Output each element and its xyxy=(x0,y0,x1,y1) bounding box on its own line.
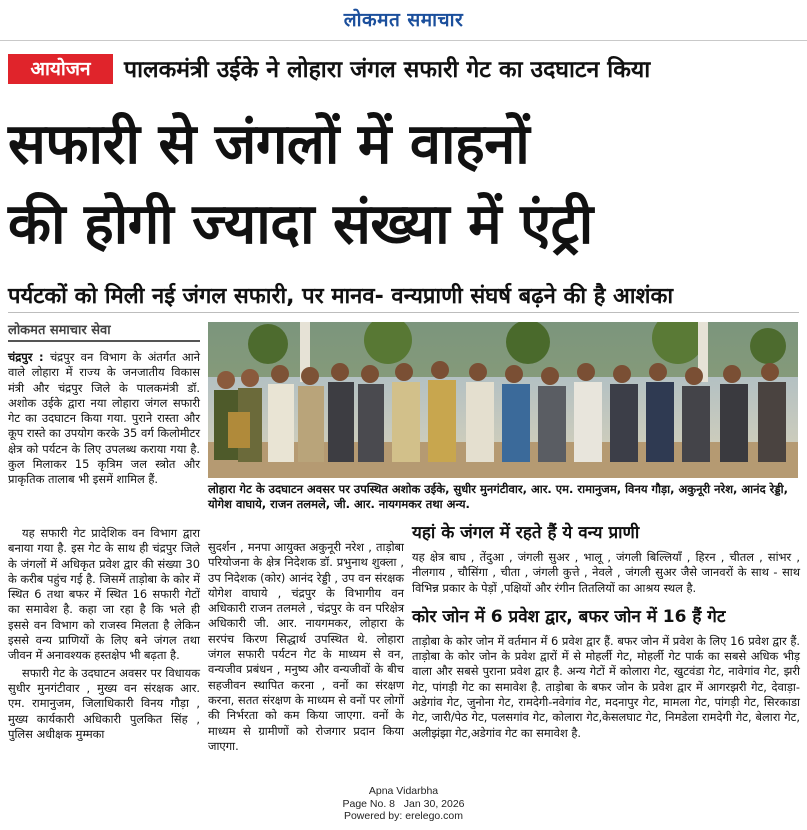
dateline: चंद्रपुर : xyxy=(8,350,44,364)
gates-box-text: ताड़ोबा के कोर जोन में वर्तमान में 6 प्रवेश द्वार हैं. बफर जोन में प्रवेश के लिए 16 प्रवेश द्वार हैं. ताड़ोबा के कोर जोन के प्रवेश द्वारों में से मोहर्ली गेट, मोहर्ली गेट पार्क का सबसे अधिक भीड़ वाला और सबसे पुराना प्रवेश द्वार है. अन्य गेटों में कोलारा गेट, खुटवंडा गेट, नावेगांव गेट, झरी गेट, पांगड़ी गेट का समावेश है. ताड़ोबा के बफर जोन के प्रवेश द्वार में आगरझरी गेट, देवाड़ा-अडेगांव गेट, जुनोना गेट, रामदेगी-नवेगांव गेट, मदनापुर गेट, मामला गेट, पांगड़ी गेट, सिरकाडा गेट, जारी/पेठ गेट, पलसगांव गेट, कोलारा गेट,केसलघाट गेट, निमडेला रामदेगी गेट, बेलारा गेट, अलीझंझा गेट,अडेगांव गेट का समावेश है. xyxy=(412,633,800,740)
article-paragraph-1 xyxy=(8,350,200,488)
article-paragraph-4: सुदर्शन , मनपा आयुक्त अकुनूरी नरेश , ताड़ोबा परियोजना के क्षेत्र निदेशक डॉ. प्रभुनाथ शुक्ला , उप निदेशक (कोर) आनंद रेड्डी , उप वन संरक्षक योगेश वाघाये , चंद्रपुर के विभागीय वन अधिकारी राजन तलमले , चंद्रपुर के वन परिक्षेत्र अधिकारी जी. आर. नायगमकर, लोहारा के सरपंच किरण सिद्धार्थ उपस्थित थे. लोहारा जंगल सफारी पर्यटन गेट के माध्यम से वन, वन्यजीव प्रबंधन , मनुष्य और वन्यजीवों के बीच सहजीवन स्थापित करना , वनों का संरक्षण करना, सतत संरक्षण के माध्यम से वनों पर लोगों की निर्भरता को कम किया जाएगा. वनों के माध्यम से ग्रामीणों को रोजगार प्रदान किया जाएगा. xyxy=(208,540,404,753)
photo-caption: लोहारा गेट के उदघाटन अवसर पर उपस्थित अशोक उईके, सुधीर मुनगंटीवार, आर. एम. रामानुजम, विनय गौड़ा, अकुनूरी नरेश, आनंद रेड्डी, योगेश वाघाये, राजन तलमले, जी. आर. नायगमकर तथा अन्य. xyxy=(208,482,788,511)
group-photo-illustration xyxy=(208,322,798,478)
article-paragraph-3: सफारी गेट के उदघाटन अवसर पर विधायक सुधीर मुनगंटीवार , मुख्य वन संरक्षक आर. एम. रामानुजम, जिलाधिकारी विनय गौड़ा , मुख्य कार्यकारी अधिकारी पुलकित सिंह , पुलिस अधीक्षक मुम्मका xyxy=(8,665,200,741)
gates-box-heading: कोर जोन में 6 प्रवेश द्वार, बफर जोन में 16 हैं गेट xyxy=(412,606,726,627)
section-tag: आयोजन xyxy=(8,54,113,84)
page-footer xyxy=(0,785,807,823)
wildlife-box-text: यह क्षेत्र बाघ , तेंदुआ , जंगली सुअर , भालू , जंगली बिल्लियाँ , हिरन , चीतल , सांभर , नीलगाय , चौसिंगा , चीता , जंगली कुत्ते , नेवले , जंगली सुअर जैसे जानवरों के साथ - साथ विभिन्न प्रकार के पेड़ों ,पक्षियों और रंगीन तितलियों का आश्रय स्थल है. xyxy=(412,550,800,595)
article-paragraph-2: यह सफारी गेट प्रादेशिक वन विभाग द्वारा बनाया गया है. इस गेट के साथ ही चंद्रपुर जिले के जंगलों में अधिकृत प्रवेश द्वार की संख्या 30 के करीब पहुंच गई है. जिसमें ताड़ोबा के कोर में स्थित 6 तथा बफर में स्थित 16 सफारी गेटों का समावेश है. कहा जा रहा है कि भले ही इससे वन विभाग को राजस्व मिलता है लेकिन इससे वन्य प्राणियों के लिए बने जंगल तथा जीवन में अनावश्यक हस्तक्षेप भी बढ़ता है. xyxy=(8,526,200,663)
masthead-divider xyxy=(0,40,807,41)
footer-date: Jan 30, 2026 xyxy=(403,797,465,810)
article-paragraph-1-text: चंद्रपुर वन विभाग के अंतर्गत आने वाले लोहारा में राज्य के जनजातीय विकास मंत्री और चंद्रपुर जिले के पालकमंत्री डॉ. अशोक उईके द्वारा नया लोहारा जंगल सफारी गेट का उदघाटन किया गया. पुराने रास्ता और कूप रास्ते का उपयोग करके 35 वर्ग किलोमीटर क्षेत्र को पर्यटन के लिए उपलब्ध कराया गया है. कुल मिलाकर 15 कृत्रिम जल स्त्रोत और प्राकृतिक तालाब भी इसमें शामिल हैं. xyxy=(8,350,200,487)
byline: लोकमत समाचार सेवा xyxy=(8,323,111,338)
wildlife-box-heading: यहां के जंगल में रहते हैं ये वन्य प्राणी xyxy=(412,523,640,543)
footer-edition: Apna Vidarbha xyxy=(368,785,439,797)
kicker-headline: पालकमंत्री उईके ने लोहारा जंगल सफारी गेट का उदघाटन किया xyxy=(124,57,651,83)
headline-line-2: की होगी ज्यादा संख्या में एंट्री xyxy=(8,192,593,257)
masthead-title: लोकमत समाचार xyxy=(343,9,464,31)
footer-powered-by: Powered by: erelego.com xyxy=(343,810,464,822)
byline-divider xyxy=(8,340,200,342)
news-photo xyxy=(208,322,798,478)
headline-line-1: सफारी से जंगलों में वाहनों xyxy=(8,112,530,177)
footer-page-info xyxy=(0,798,807,811)
article-column-1 xyxy=(8,526,200,742)
info-boxes xyxy=(412,522,800,751)
subheadline: पर्यटकों को मिली नई जंगल सफारी, पर मानव- वन्यप्राणी संघर्ष बढ़ने की है आशंका xyxy=(8,284,674,309)
footer-page-number: Page No. 8 xyxy=(342,797,396,810)
subhead-divider xyxy=(8,312,799,313)
